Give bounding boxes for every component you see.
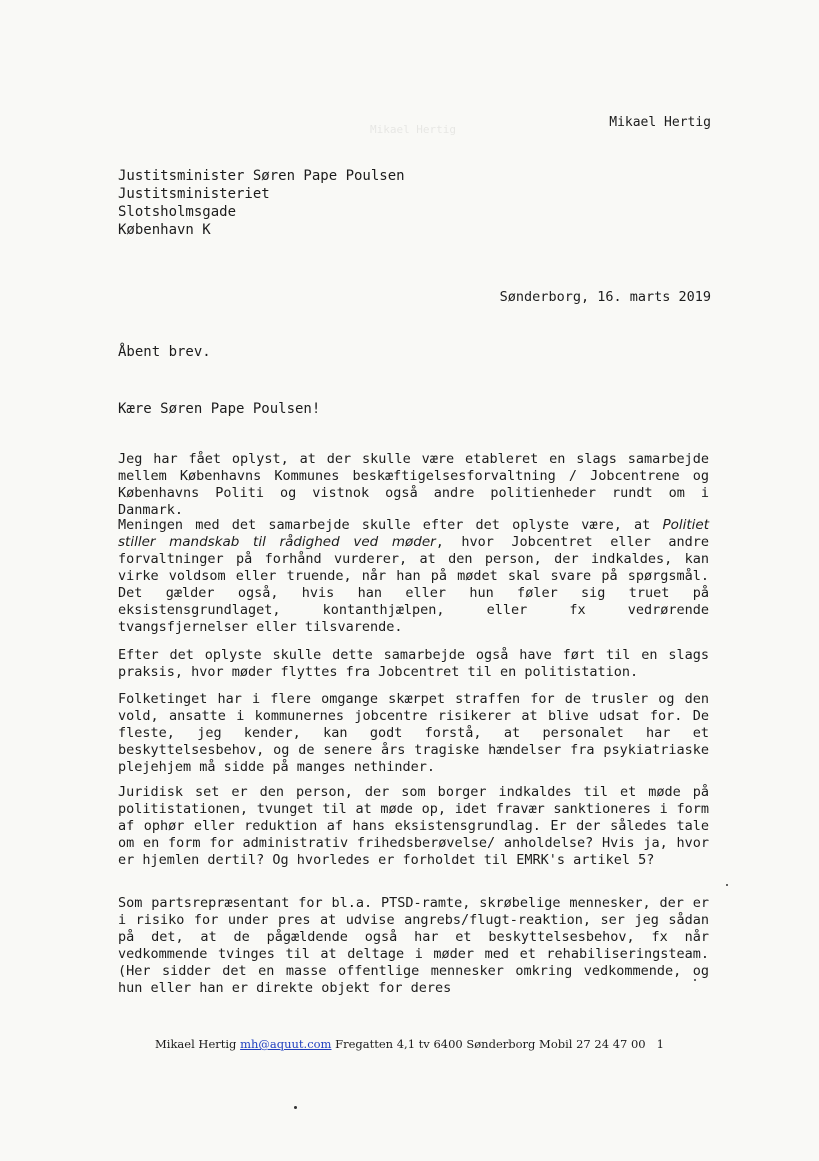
speck bbox=[294, 1106, 297, 1109]
footer-name: Mikael Hertig bbox=[155, 1037, 237, 1051]
footer bbox=[155, 1037, 664, 1051]
recipient-line: København K bbox=[118, 222, 211, 238]
page-number: 1 bbox=[656, 1037, 664, 1051]
footer-email-link[interactable]: mh@aquut.com bbox=[240, 1037, 332, 1051]
footer-address: Fregatten 4,1 tv 6400 Sønderborg Mobil 27 24 47 00 bbox=[335, 1037, 646, 1051]
recipient-address bbox=[118, 167, 405, 239]
open-letter-label: Åbent brev. bbox=[118, 344, 211, 360]
place-date: Sønderborg, 16. marts 2019 bbox=[499, 289, 711, 305]
paragraph-4: Folketinget har i flere omgange skærpet straffen for de trusler og den vold, ansatte i kommunernes jobcentre risikerer at blive udsat for. De fleste, jeg kender, kan godt forstå, at personalet har et beskyttelsesbehov, og de senere års tragiske hændelser fra psykiatriaske plejehjem må sidde på manges nethinder. bbox=[118, 691, 709, 775]
paragraph-5: Juridisk set er den person, der som borger indkaldes til et møde på politistationen, tvunget til at møde op, idet fravær sanktioneres i form af ophør eller reduktion af hans eksistensgrundlag. Er der således tale om en form for administrativ frihedsberøvelse/ anholdelse? Hvis ja, hvor er hjemlen dertil? Og hvorledes er forholdet til EMRK's artikel 5? bbox=[118, 784, 709, 868]
recipient-line: Justitsminister Søren Pape Poulsen bbox=[118, 168, 405, 184]
paragraph-2-italic-phrase: Politiet stiller mandskab til rådighed ved møder bbox=[118, 517, 709, 550]
salutation: Kære Søren Pape Poulsen! bbox=[118, 401, 321, 417]
paragraph-1: Jeg har fået oplyst, at der skulle være etableret en slags samarbejde mellem Københavns Kommunes beskæftigelsesforvaltning / Jobcentrene og Københavns Politi og vistnok også andre politienheder rundt om i Danmark. bbox=[118, 451, 709, 518]
recipient-line: Slotsholmsgade bbox=[118, 204, 237, 220]
paragraph-6: Som partsrepræsentant for bl.a. PTSD-ramte, skrøbelige mennesker, der er i risiko for under pres at udvise angrebs/flugt-reaktion, ser jeg sådan på det, at de pågældende også har et beskyttelsesbehov, fx når vedkommende tvinges til at deltage i møder med et rehabiliseringsteam. (Her sidder det en masse offentlige mennesker omkring vedkommende, og hun eller han er direkte objekt for deres bbox=[118, 895, 709, 996]
recipient-line: Justitsministeriet bbox=[118, 186, 270, 202]
speck bbox=[694, 979, 696, 981]
bleed-through-text: Mikael Hertig bbox=[369, 123, 457, 136]
paragraph-2-start: Meningen med det samarbejde skulle efter det oplyste være, at bbox=[118, 517, 663, 533]
paragraph-2-end: , hvor Jobcentret eller andre forvaltninger på forhånd vurderer, at den person, der indkaldes, kan virke voldsom eller truende, når han på mødet skal svare på spørgsmål. Det gælder også, hvis han eller hun føler sig truet på eksistensgrundlaget, kontanthjælpen, eller fx vedrørende tvangsfjernelser eller tilsvarende. bbox=[118, 534, 709, 635]
paragraph-2 bbox=[118, 517, 709, 636]
paragraph-3: Efter det oplyste skulle dette samarbejde også have ført til en slags praksis, hvor møder flyttes fra Jobcentret til en politistation. bbox=[118, 647, 709, 680]
sender-name: Mikael Hertig bbox=[609, 115, 711, 130]
speck bbox=[726, 884, 728, 886]
